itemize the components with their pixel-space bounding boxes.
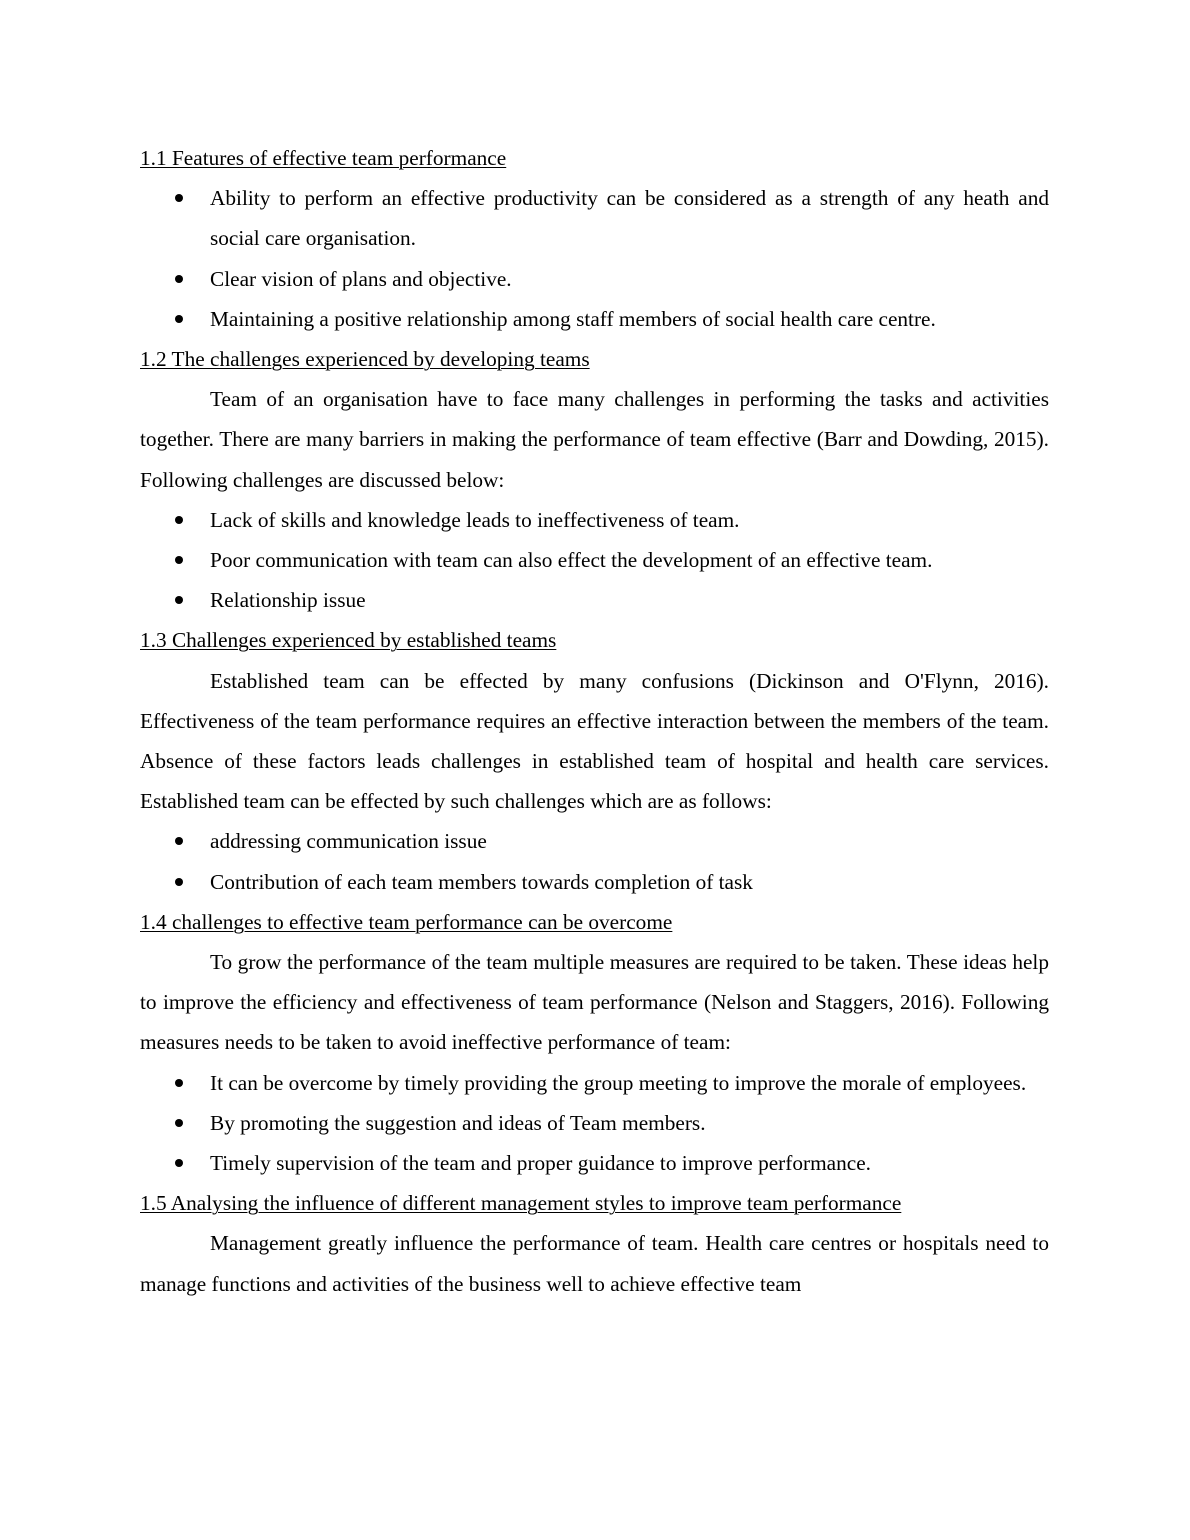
- document-page: [140, 138, 1049, 1304]
- bullet-icon: [175, 1079, 183, 1087]
- bullet-item: Lack of skills and knowledge leads to ineffectiveness of team.: [140, 500, 1049, 540]
- section-heading: 1.5 Analysing the influence of different management styles to improve team performance: [140, 1191, 902, 1216]
- bullet-item: Timely supervision of the team and proper guidance to improve performance.: [140, 1143, 1049, 1183]
- bullet-icon: [175, 194, 183, 202]
- section-paragraph: Management greatly influence the performance of team. Health care centres or hospitals need to manage functions and activities of the business well to achieve effective team: [140, 1231, 1049, 1296]
- bullet-icon: [175, 837, 183, 845]
- bullet-item: addressing communication issue: [140, 821, 1049, 861]
- bullet-list: [140, 1063, 1049, 1184]
- bullet-item: By promoting the suggestion and ideas of Team members.: [140, 1103, 1049, 1143]
- bullet-icon: [175, 275, 183, 283]
- bullet-item: It can be overcome by timely providing the group meeting to improve the morale of employees.: [140, 1063, 1049, 1103]
- bullet-item: Poor communication with team can also effect the development of an effective team.: [140, 540, 1049, 580]
- section-heading: 1.2 The challenges experienced by developing teams: [140, 347, 590, 372]
- bullet-icon: [175, 516, 183, 524]
- bullet-icon: [175, 315, 183, 323]
- section-1-2: [140, 339, 1049, 620]
- bullet-list: [140, 821, 1049, 901]
- section-paragraph: Team of an organisation have to face many challenges in performing the tasks and activities together. There are many barriers in making the performance of team effective (Barr and Dowding, 2015). Following challenges are discussed below:: [140, 387, 1049, 492]
- bullet-item: Clear vision of plans and objective.: [140, 259, 1049, 299]
- bullet-icon: [175, 596, 183, 604]
- bullet-item: Maintaining a positive relationship among staff members of social health care centre.: [140, 299, 1049, 339]
- bullet-icon: [175, 556, 183, 564]
- bullet-item: Ability to perform an effective productivity can be considered as a strength of any heath and social care organisation.: [140, 178, 1049, 258]
- bullet-icon: [175, 1159, 183, 1167]
- section-heading: 1.3 Challenges experienced by established teams: [140, 628, 557, 653]
- bullet-list: [140, 178, 1049, 339]
- section-heading: 1.4 challenges to effective team performance can be overcome: [140, 909, 673, 934]
- section-1-3: [140, 620, 1049, 901]
- bullet-list: [140, 500, 1049, 621]
- bullet-item: Relationship issue: [140, 580, 1049, 620]
- bullet-item: Contribution of each team members towards completion of task: [140, 862, 1049, 902]
- section-1-4: [140, 902, 1049, 1183]
- section-1-5: [140, 1183, 1049, 1304]
- bullet-icon: [175, 878, 183, 886]
- section-heading: 1.1 Features of effective team performance: [140, 146, 507, 170]
- bullet-icon: [175, 1119, 183, 1127]
- section-1-1: [140, 138, 1049, 339]
- section-paragraph: Established team can be effected by many confusions (Dickinson and O'Flynn, 2016). Effectiveness of the team performance requires an effective interaction between the members of the team. Absence of these factors leads challenges in established team of hospital and health care services. Established team can be effected by such challenges which are as follows:: [140, 668, 1049, 814]
- section-paragraph: To grow the performance of the team multiple measures are required to be taken. These ideas help to improve the efficiency and effectiveness of team performance (Nelson and Staggers, 2016). Following measures needs to be taken to avoid ineffective performance of team:: [140, 950, 1049, 1055]
